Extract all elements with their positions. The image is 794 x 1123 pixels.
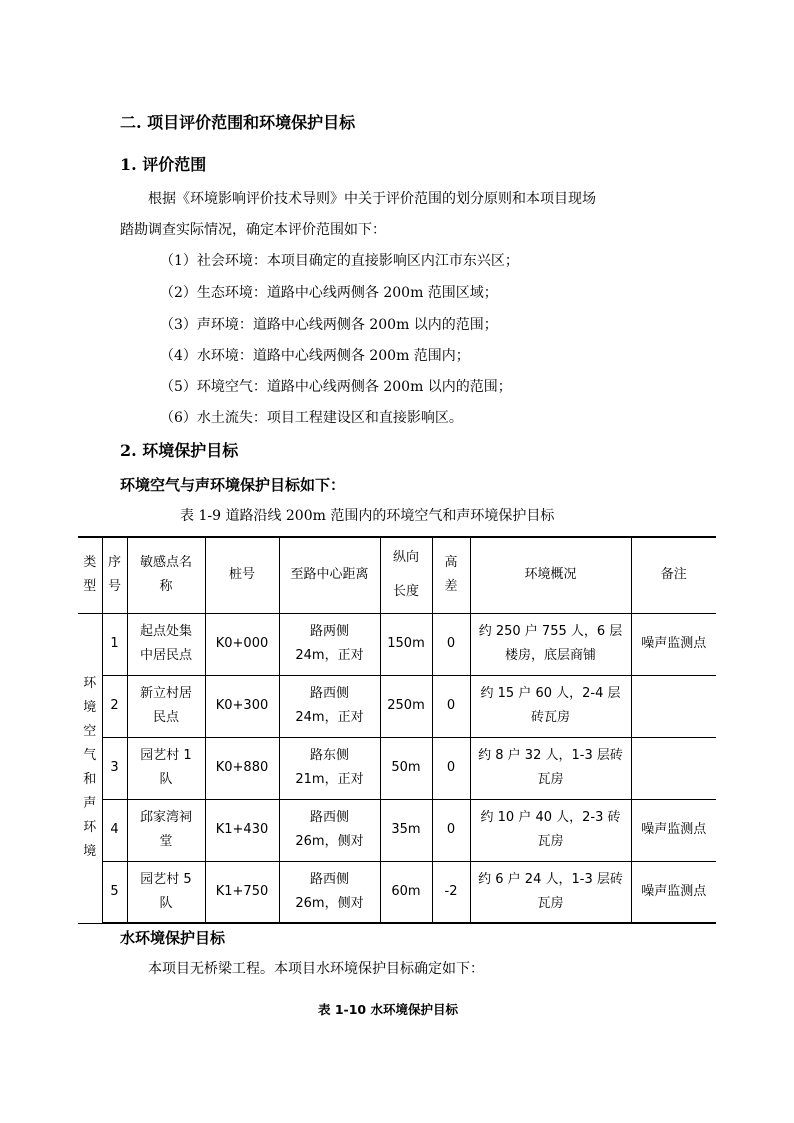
scope-item: （4）水环境：道路中心线两侧各 200m 范围内； xyxy=(160,348,470,364)
header-height: 高 差 xyxy=(432,537,470,613)
water-paragraph: 本项目无桥梁工程。本项目水环境保护目标确定如下： xyxy=(148,961,484,977)
water-heading: 水环境保护目标 xyxy=(120,929,226,947)
seq-cell: 2 xyxy=(102,675,127,737)
header-environment: 环境概况 xyxy=(470,537,631,613)
station-cell: K0+300 xyxy=(205,675,279,737)
env-cell: 约 6 户 24 人，1-3 层砖 瓦房 xyxy=(470,861,631,923)
remark-cell xyxy=(631,675,716,737)
header-distance: 至路中心距离 xyxy=(279,537,380,613)
scope-item: （3）声环境：道路中心线两侧各 200m 以内的范围； xyxy=(160,317,498,333)
seq-cell: 4 xyxy=(102,799,127,861)
station-cell: K1+430 xyxy=(205,799,279,861)
header-seq: 序 号 xyxy=(102,537,127,613)
table-row xyxy=(78,613,716,675)
scope-paragraph-line2: 踏勘调查实际情况，确定本评价范围如下： xyxy=(120,222,386,238)
distance-cell: 路西侧 26m，侧对 xyxy=(279,799,380,861)
env-cell: 约 15 户 60 人，2-4 层 砖瓦房 xyxy=(470,675,631,737)
header-remark: 备注 xyxy=(631,537,716,613)
remark-cell: 噪声监测点 xyxy=(631,799,716,861)
distance-cell: 路两侧 24m，正对 xyxy=(279,613,380,675)
station-cell: K1+750 xyxy=(205,861,279,923)
seq-cell: 3 xyxy=(102,737,127,799)
table-row xyxy=(78,737,716,799)
length-cell: 250m xyxy=(380,675,432,737)
table-row xyxy=(78,799,716,861)
length-cell: 150m xyxy=(380,613,432,675)
table-row xyxy=(78,675,716,737)
table-row xyxy=(78,861,716,923)
remark-cell xyxy=(631,737,716,799)
seq-cell: 1 xyxy=(102,613,127,675)
site-cell: 园艺村 5 队 xyxy=(127,861,205,923)
remark-cell: 噪声监测点 xyxy=(631,613,716,675)
env-cell: 约 10 户 40 人，2-3 砖 瓦房 xyxy=(470,799,631,861)
seq-cell: 5 xyxy=(102,861,127,923)
site-cell: 园艺村 1 队 xyxy=(127,737,205,799)
site-cell: 起点处集 中居民点 xyxy=(127,613,205,675)
scope-paragraph-line1: 根据《环境影响评价技术导则》中关于评价范围的划分原则和本项目现场 xyxy=(148,191,596,207)
length-cell: 60m xyxy=(380,861,432,923)
table-header-row xyxy=(78,537,716,613)
distance-cell: 路西侧 26m，侧对 xyxy=(279,861,380,923)
height-cell: 0 xyxy=(432,675,470,737)
scope-item: （5）环境空气：道路中心线两侧各 200m 以内的范围； xyxy=(160,379,512,395)
remark-cell: 噪声监测点 xyxy=(631,861,716,923)
type-cell: 环 境 空 气 和 声 环 境 xyxy=(78,613,102,923)
station-cell: K0+880 xyxy=(205,737,279,799)
header-station: 桩号 xyxy=(205,537,279,613)
scope-item: （2）生态环境：道路中心线两侧各 200m 范围区域； xyxy=(160,285,498,301)
height-cell: 0 xyxy=(432,799,470,861)
scope-item: （1）社会环境：本项目确定的直接影响区内江市东兴区； xyxy=(160,253,519,269)
height-cell: -2 xyxy=(432,861,470,923)
water-table-caption: 表 1-10 水环境保护目标 xyxy=(318,1002,458,1017)
distance-cell: 路西侧 24m，正对 xyxy=(279,675,380,737)
scope-item: （6）水土流失：项目工程建设区和直接影响区。 xyxy=(160,410,463,426)
header-length: 纵向 长度 xyxy=(380,537,432,613)
header-type: 类 型 xyxy=(78,537,102,613)
heading-protection-targets: 2. 环境保护目标 xyxy=(120,441,239,460)
length-cell: 35m xyxy=(380,799,432,861)
heading-evaluation-scope: 1. 评价范围 xyxy=(120,155,207,174)
height-cell: 0 xyxy=(432,613,470,675)
protection-targets-table xyxy=(78,536,716,924)
header-site: 敏感点名 称 xyxy=(127,537,205,613)
site-cell: 新立村居 民点 xyxy=(127,675,205,737)
length-cell: 50m xyxy=(380,737,432,799)
env-cell: 约 250 户 755 人，6 层 楼房，底层商铺 xyxy=(470,613,631,675)
distance-cell: 路东侧 21m，正对 xyxy=(279,737,380,799)
height-cell: 0 xyxy=(432,737,470,799)
site-cell: 邱家湾祠 堂 xyxy=(127,799,205,861)
air-noise-subheading: 环境空气与声环境保护目标如下： xyxy=(120,476,346,494)
section-heading: 二. 项目评价范围和环境保护目标 xyxy=(120,113,356,132)
env-cell: 约 8 户 32 人，1-3 层砖 瓦房 xyxy=(470,737,631,799)
table-caption: 表 1-9 道路沿线 200m 范围内的环境空气和声环境保护目标 xyxy=(180,508,555,524)
station-cell: K0+000 xyxy=(205,613,279,675)
